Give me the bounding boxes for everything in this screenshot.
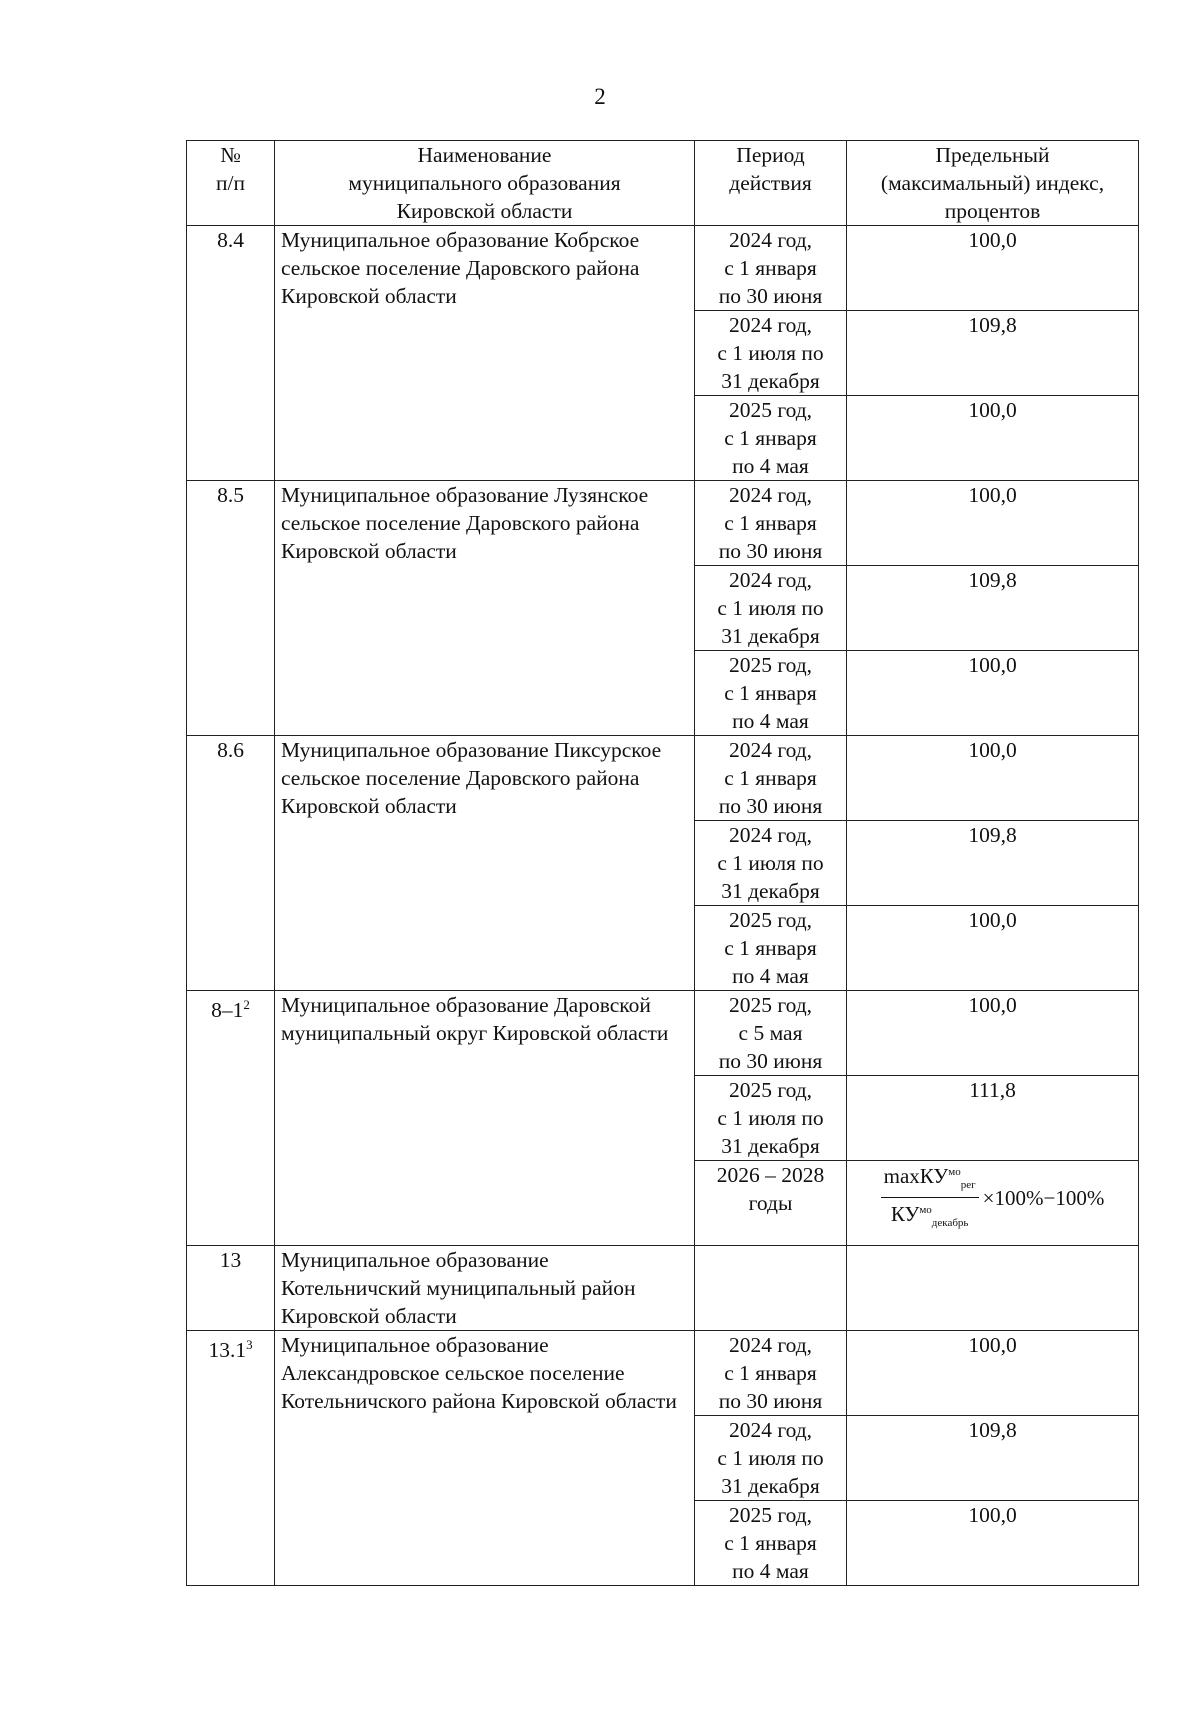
row-number: 13.1$^3$	[187, 1331, 275, 1586]
formula-tail: ×100%−100%	[982, 1185, 1105, 1210]
period-cell: 2024 год, с 1 января по 30 июня	[695, 481, 847, 566]
formula	[881, 1161, 1105, 1234]
table-row	[187, 481, 1139, 566]
period-cell: 2024 год, с 1 января по 30 июня	[695, 226, 847, 311]
page-number: 2	[594, 84, 606, 109]
footnote-mark: 2	[243, 997, 250, 1012]
table-row	[187, 736, 1139, 821]
table-row	[187, 1331, 1139, 1416]
index-value: 111,8	[847, 1076, 1139, 1161]
period-cell: 2024 год, с 1 июля по 31 декабря	[695, 1416, 847, 1501]
municipality-name: Муниципальное образование Даровской муниципальный округ Кировской области	[275, 991, 695, 1246]
index-value: 100,0	[847, 481, 1139, 566]
footnote-mark: 3	[246, 1337, 253, 1352]
period-cell-empty	[695, 1246, 847, 1331]
index-value: 109,8	[847, 566, 1139, 651]
municipality-name: Муниципальное образование Лузянское сельское поселение Даровского района Кировской области	[275, 481, 695, 736]
period-cell: 2024 год, с 1 июля по 31 декабря	[695, 311, 847, 396]
index-value: 109,8	[847, 1416, 1139, 1501]
municipality-name: Муниципальное образование Котельничский муниципальный район Кировской области	[275, 1246, 695, 1331]
period-cell: 2025 год, с 5 мая по 30 июня	[695, 991, 847, 1076]
index-formula	[847, 1161, 1139, 1246]
table-row	[187, 226, 1139, 311]
index-value: 100,0	[847, 651, 1139, 736]
period-cell: 2025 год, с 1 июля по 31 декабря	[695, 1076, 847, 1161]
period-cell: 2026 – 2028 годы	[695, 1161, 847, 1246]
row-number: 8.6	[187, 736, 275, 991]
row-number: 8.5	[187, 481, 275, 736]
row-number: $8-1^2$	[187, 991, 275, 1246]
period-cell: 2024 год, с 1 июля по 31 декабря	[695, 821, 847, 906]
table-row	[187, 991, 1139, 1076]
period-cell: 2024 год, с 1 июля по 31 декабря	[695, 566, 847, 651]
formula-denominator: $КУ^{мо}_{декабрь}$	[890, 1202, 969, 1230]
municipality-name: Муниципальное образование Пиксурское сельское поселение Даровского района Кировской области	[275, 736, 695, 991]
index-value: 100,0	[847, 1501, 1139, 1586]
header-index: Предельный (максимальный) индекс, процентов	[847, 141, 1139, 226]
index-value: 100,0	[847, 736, 1139, 821]
index-value: 109,8	[847, 821, 1139, 906]
index-value: 100,0	[847, 991, 1139, 1076]
table-header-row	[187, 141, 1139, 226]
header-period: Период действия	[695, 141, 847, 226]
row-number: 13	[187, 1246, 275, 1331]
period-cell: 2024 год, с 1 января по 30 июня	[695, 736, 847, 821]
index-value: 109,8	[847, 311, 1139, 396]
period-cell: 2025 год, с 1 января по 4 мая	[695, 396, 847, 481]
header-num: № п/п	[187, 141, 275, 226]
row-number: 8.4	[187, 226, 275, 481]
table-row	[187, 1246, 1139, 1331]
formula-numerator: maxКУ$^{мо}_{рег}$	[881, 1161, 979, 1198]
period-cell: 2025 год, с 1 января по 4 мая	[695, 906, 847, 991]
index-value: 100,0	[847, 226, 1139, 311]
municipality-name: Муниципальное образование Александровское сельское поселение Котельничского района Кировской области	[275, 1331, 695, 1586]
tariff-index-table	[186, 140, 1139, 1586]
period-cell: 2025 год, с 1 января по 4 мая	[695, 1501, 847, 1586]
index-value: 100,0	[847, 906, 1139, 991]
municipality-name: Муниципальное образование Кобрское сельское поселение Даровского района Кировской области	[275, 226, 695, 481]
index-value: 100,0	[847, 396, 1139, 481]
formula-fraction	[881, 1161, 979, 1234]
header-name: Наименование муниципального образования Кировской области	[275, 141, 695, 226]
period-cell: 2025 год, с 1 января по 4 мая	[695, 651, 847, 736]
index-value: 100,0	[847, 1331, 1139, 1416]
index-value-empty	[847, 1246, 1139, 1331]
period-cell: 2024 год, с 1 января по 30 июня	[695, 1331, 847, 1416]
